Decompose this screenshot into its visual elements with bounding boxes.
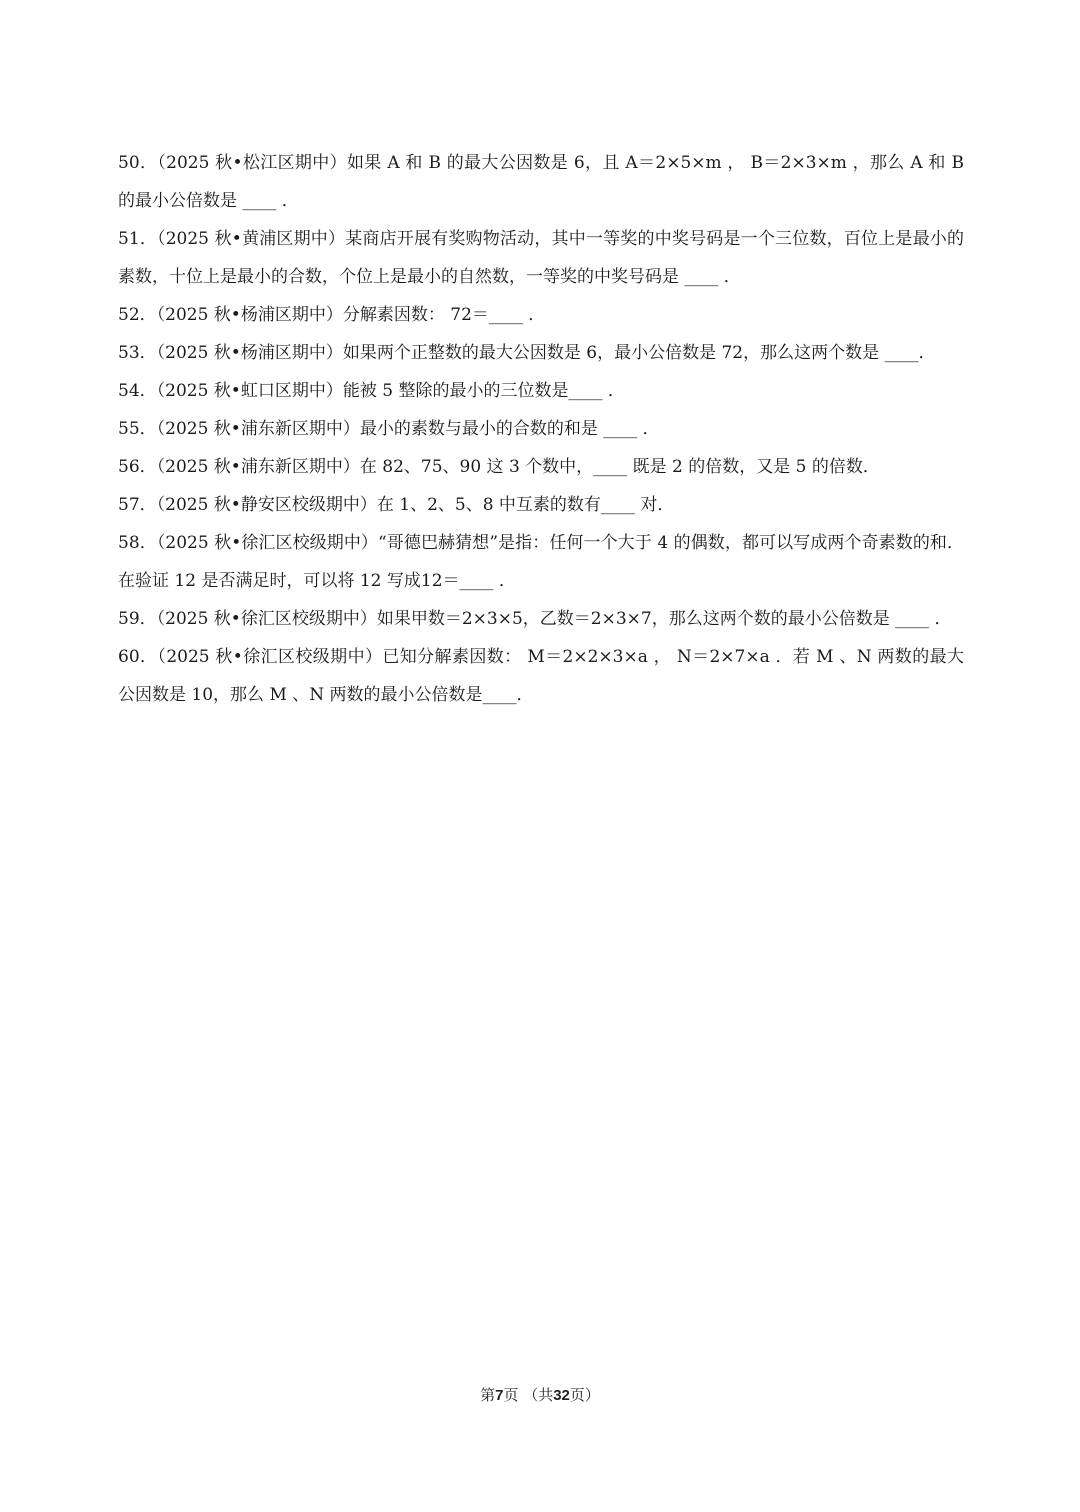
question-source: （2025 秋•徐汇区校级期中） bbox=[156, 533, 379, 553]
question-51 bbox=[118, 220, 964, 296]
question-text: 最小的素数与最小的合数的和是 ____ ． bbox=[359, 419, 660, 439]
question-number: 60． bbox=[118, 647, 158, 667]
question-source: （2025 秋•静安区校级期中） bbox=[156, 495, 377, 515]
question-text: 如果甲数＝2×3×5，乙数＝2×3×7，那么这两个数的最小公倍数是 ____ ． bbox=[376, 609, 952, 629]
footer-page-number: 7 bbox=[495, 1387, 504, 1404]
page-footer bbox=[0, 1384, 1080, 1405]
question-text: 在 1、2、5、8 中互素的数有____ 对． bbox=[376, 495, 675, 515]
footer-prefix: 第 bbox=[480, 1386, 496, 1404]
question-text: 某商店开展有奖购物活动，其中一等奖的中奖号码是一个三位数，百位上是最小的素数，十位上是最小的合数，个位上是最小的自然数，一等奖的中奖号码是 ____ ． bbox=[118, 229, 965, 287]
question-number: 53． bbox=[118, 343, 157, 363]
question-list bbox=[118, 144, 964, 714]
question-text: 已知分解素因数： M＝2×2×3×a ， N＝2×7×a ．若 M 、N 两数的最大公因数是 10，那么 M 、N 两数的最小公倍数是____． bbox=[118, 647, 964, 705]
question-number: 54． bbox=[118, 381, 157, 401]
footer-total-pages: 32 bbox=[553, 1387, 570, 1404]
question-source: （2025 秋•杨浦区期中） bbox=[156, 343, 343, 363]
question-53 bbox=[118, 334, 964, 372]
question-source: （2025 秋•杨浦区期中） bbox=[156, 305, 343, 325]
question-source: （2025 秋•黄浦区期中） bbox=[157, 229, 346, 249]
question-number: 50． bbox=[118, 153, 158, 173]
question-number: 51． bbox=[118, 229, 158, 249]
question-number: 58． bbox=[118, 533, 157, 553]
question-text: 能被 5 整除的最小的三位数是____ ． bbox=[342, 381, 625, 401]
footer-suffix: 页） bbox=[569, 1386, 600, 1404]
question-text: 如果 A 和 B 的最大公因数是 6，且 A＝2×5×m ， B＝2×3×m ，那么 A 和 B 的最小公倍数是 ____ ． bbox=[118, 153, 964, 211]
question-number: 55． bbox=[118, 419, 157, 439]
question-text: “哥德巴赫猜想”是指：任何一个大于 4 的偶数，都可以写成两个奇素数的和．在验证 12 是否满足时，可以将 12 写成12＝____ ． bbox=[118, 533, 964, 591]
question-55 bbox=[118, 410, 964, 448]
question-number: 52． bbox=[118, 305, 157, 325]
question-source: （2025 秋•浦东新区期中） bbox=[156, 457, 360, 477]
question-58 bbox=[118, 524, 964, 600]
question-50 bbox=[118, 144, 964, 220]
question-source: （2025 秋•虹口区期中） bbox=[156, 381, 343, 401]
question-source: （2025 秋•徐汇区校级期中） bbox=[156, 609, 377, 629]
question-59 bbox=[118, 600, 964, 638]
question-60 bbox=[118, 638, 964, 714]
question-54 bbox=[118, 372, 964, 410]
question-56 bbox=[118, 448, 964, 486]
question-57 bbox=[118, 486, 964, 524]
question-number: 57． bbox=[118, 495, 157, 515]
question-text: 如果两个正整数的最大公因数是 6，最小公倍数是 72，那么这两个数是 ____． bbox=[342, 343, 936, 363]
question-source: （2025 秋•松江区期中） bbox=[157, 153, 347, 173]
question-source: （2025 秋•徐汇区校级期中） bbox=[157, 647, 383, 667]
question-text: 分解素因数： 72＝____ ． bbox=[342, 305, 546, 325]
question-number: 56． bbox=[118, 457, 157, 477]
question-text: 在 82、75、90 这 3 个数中，____ 既是 2 的倍数，又是 5 的倍数． bbox=[359, 457, 880, 477]
question-source: （2025 秋•浦东新区期中） bbox=[156, 419, 360, 439]
question-number: 59． bbox=[118, 609, 157, 629]
footer-mid: 页 （共 bbox=[503, 1386, 554, 1404]
question-52 bbox=[118, 296, 964, 334]
